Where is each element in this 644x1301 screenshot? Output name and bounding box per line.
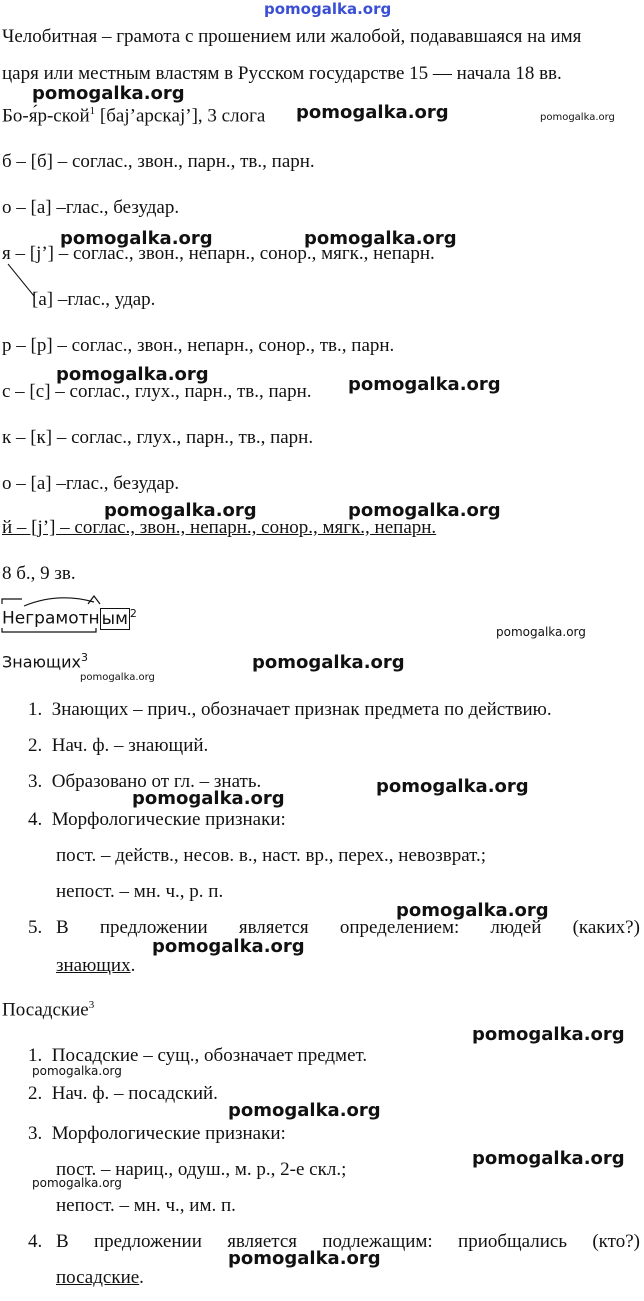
watermark: pomogalka.org [80,672,155,683]
phonetic-row: с – [с] – соглас., глух., парн., тв., парн. [2,381,312,402]
phonetic-row: р – [р] – соглас., звон., непарн., сонор., тв., парн. [2,335,395,356]
list-item: 4. Морфологические признаки: [28,809,286,830]
morpheme-suffix: н [88,608,100,629]
list-item: 3. Образовано от гл. – знать. [28,771,262,792]
watermark: pomogalka.org [348,374,501,395]
list-item: 2. Нач. ф. – посадский. [28,1083,218,1104]
list-item: 1. Знающих – прич., обозначает признак предмета по действию. [28,699,552,720]
phonetic-word: Бо-я́р-ской [2,105,90,127]
watermark: pomogalka.org [296,102,449,123]
list-item: 3. Морфологические признаки: [28,1123,286,1144]
phonetic-row: б – [б] – соглас., звон., парн., тв., парн. [2,151,315,172]
intro-line-2: царя или местным властям в Русском государстве 15 — начала 18 вв. [2,63,562,84]
morph-permanent: пост. – нариц., одуш., м. р., 2-е скл.; [56,1159,347,1180]
list-item: 1. Посадские – сущ., обозначает предмет. [28,1045,368,1066]
list-item-continuation: знающих. [56,955,136,976]
morphemic-analysis [0,594,170,640]
watermark: pomogalka.org [264,0,392,18]
watermark: pomogalka.org [32,1064,122,1078]
phonetic-row: [a] –глас., удар. [32,289,156,310]
watermark: pomogalka.org [132,788,285,809]
morph-permanent: пост. – действ., несов. в., наст. вр., перех., невозврат.; [56,845,487,866]
watermark: pomogalka.org [228,1248,381,1269]
watermark: pomogalka.org [104,500,257,521]
watermark: pomogalka.org [496,625,586,639]
phonetic-transcription: [бaj’apcкaj’], 3 слога [99,105,266,127]
phonetic-row: я – [j’] – соглас., звон., непарн., сонор., мягк., непарн. [2,243,435,264]
watermark: pomogalka.org [152,936,305,957]
section-title-znayushchikh: Знающих$^3$ [2,651,88,672]
watermark: pomogalka.org [396,900,549,921]
phonetic-row: о – [a] –глас., безудар. [2,197,180,218]
list-item: 2. Нач. ф. – знающий. [28,735,209,756]
watermark: pomogalka.org [32,83,185,104]
phonetic-row-last: й – [j’] – соглас., звон., непарн., сонор., мягк., непарн. [2,517,437,538]
phonetic-row: о – [a] –глас., безудар. [2,473,180,494]
watermark: pomogalka.org [348,500,501,521]
watermark: pomogalka.org [60,228,213,249]
watermark: pomogalka.org [252,652,405,673]
list-item-justified: 4. В предложении является подлежащим: приобщались (кто?) [28,1231,640,1252]
morpheme-root: грамот [25,608,89,629]
watermark: pomogalka.org [472,1148,625,1169]
phonetic-heading [2,106,265,125]
watermark: pomogalka.org [376,776,529,797]
section-title-posadskie: Посадские$^3$ [2,999,95,1021]
intro-line-1: Челобитная – грамота с прошением или жалобой, подававшаяся на имя [2,26,582,47]
phonetic-row: к – [к] – соглас., глух., парн., тв., парн. [2,427,314,448]
morph-nonpermanent: непост. – мн. ч., им. п. [56,1195,236,1216]
morph-nonpermanent: непост. – мн. ч., р. п. [56,881,224,902]
watermark: pomogalka.org [56,364,209,385]
watermark: pomogalka.org [472,1024,625,1045]
list-item-continuation: посадские. [56,1267,144,1288]
watermark: pomogalka.org [304,228,457,249]
morpheme-ending: ым [101,608,128,629]
footnote-marker: 1 [89,105,96,117]
footnote-marker: 2 [129,607,137,620]
watermark: pomogalka.org [228,1100,381,1121]
phonetic-summary: 8 б., 9 зв. [2,563,76,584]
morphemic-word [2,608,137,628]
morpheme-prefix: Не [2,608,26,629]
watermark: pomogalka.org [540,112,615,123]
watermark: pomogalka.org [32,1176,122,1190]
list-item-justified: 5. В предложении является определением: людей (каких?) [28,917,640,938]
